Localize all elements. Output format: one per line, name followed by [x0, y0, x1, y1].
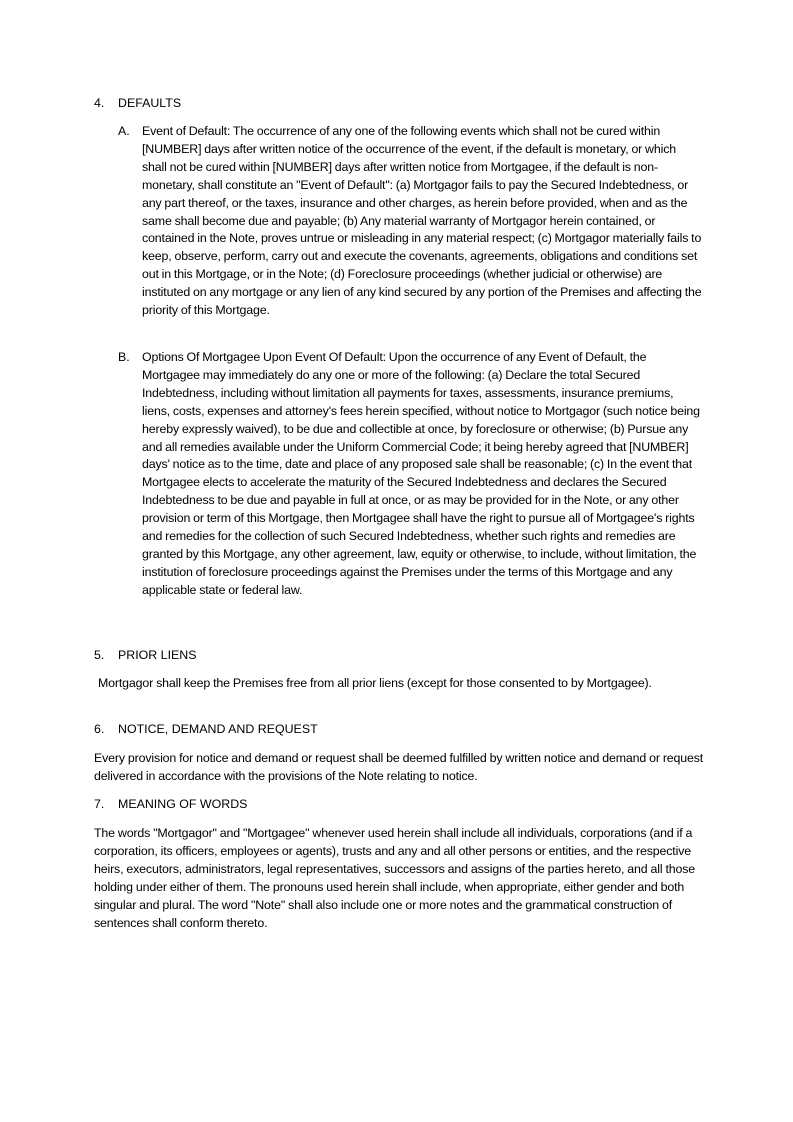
defaults-item-a: [118, 123, 704, 320]
section-prior-liens-heading: [94, 647, 704, 665]
section-title: NOTICE, DEMAND AND REQUEST: [118, 722, 318, 736]
prior-liens-paragraph: Mortgagor shall keep the Premises free from all prior liens (except for those consented to by Mortgagee).: [98, 676, 652, 690]
section-title: PRIOR LIENS: [118, 648, 197, 662]
item-text: Event of Default: The occurrence of any one of the following events which shall not be cured within [NUMBER] days after written notice of the occurrence of the event, if the default is monetary, or which shall not be cured within [NUMBER] days after written notice from Mortgagee, if the default is non-monetary, shall constitute an "Event of Default": (a) Mortgagor fails to pay the Secured Indebtedness, or any part thereof, or the taxes, insurance and other charges, as herein before provided, when and as the same shall become due and payable; (b) Any material warranty of Mortgagor herein contained, or contained in the Note, proves untrue or misleading in any material respect; (c) Mortgagor materially fails to keep, observe, perform, carry out and execute the covenants, agreements, obligations and conditions set out in this Mortgage, or in the Note; (d) Foreclosure proceedings (whether judicial or otherwise) are instituted on any mortgage or any lien of any kind secured by any portion of the Premises and affecting the priority of this Mortgage.: [142, 124, 702, 318]
item-letter: B.: [118, 350, 130, 364]
defaults-item-b: [118, 349, 704, 600]
item-text: Options Of Mortgagee Upon Event Of Default: Upon the occurrence of any Event of Default, the Mortgagee may immediately do any one or more of the following: (a) Declare the total Secured Indebtedness, including without limitation all payments for taxes, assessments, insurance premiums, liens, costs, expenses and attorney's fees herein specified, without notice to Mortgagor (such notice being hereby expressly waived), to be due and collectible at once, by foreclosure or otherwise; (b) Pursue any and all remedies available under the Uniform Commercial Code; it being hereby agreed that [NUMBER] days' notice as to the time, date and place of any proposed sale shall be reasonable; (c) In the event that Mortgagee elects to accelerate the maturity of the Secured Indebtedness and declares the Secured Indebtedness to be due and payable in full at once, or as may be provided for in the Note, or any other provision or term of this Mortgage, then Mortgagee shall have the right to pursue all of Mortgagee's rights and remedies for the collection of such Secured Indebtedness, whether such rights and remedies are granted by this Mortgage, any other agreement, law, equity or otherwise, to include, without limitation, the institution of foreclosure proceedings against the Premises under the terms of this Mortgage and any applicable state or federal law.: [142, 350, 700, 597]
section-defaults-heading: [94, 95, 704, 113]
meaning-paragraph: The words "Mortgagor" and "Mortgagee" whenever used herein shall include all individuals, corporations (and if a corporation, its officers, employees or agents), trusts and any and all other persons or entities, and the respective heirs, executors, administrators, legal representatives, successors and assigns of the parties hereto, and all those holding under either of them. The pronouns used herein shall include, when appropriate, either gender and both singular and plural. The word "Note" shall also include one or more notes and the grammatical construction of sentences shall conform thereto.: [94, 826, 696, 930]
section-title: DEFAULTS: [118, 96, 182, 110]
section-meaning-heading: [94, 796, 704, 814]
section-notice-heading: [94, 721, 704, 739]
section-number: 4.: [94, 96, 105, 110]
section-number: 6.: [94, 722, 105, 736]
item-letter: A.: [118, 124, 130, 138]
section-title: MEANING OF WORDS: [118, 797, 248, 811]
section-number: 5.: [94, 648, 105, 662]
section-number: 7.: [94, 797, 105, 811]
notice-paragraph: Every provision for notice and demand or request shall be deemed fulfilled by written notice and demand or request delivered in accordance with the provisions of the Note relating to notice.: [94, 751, 704, 783]
